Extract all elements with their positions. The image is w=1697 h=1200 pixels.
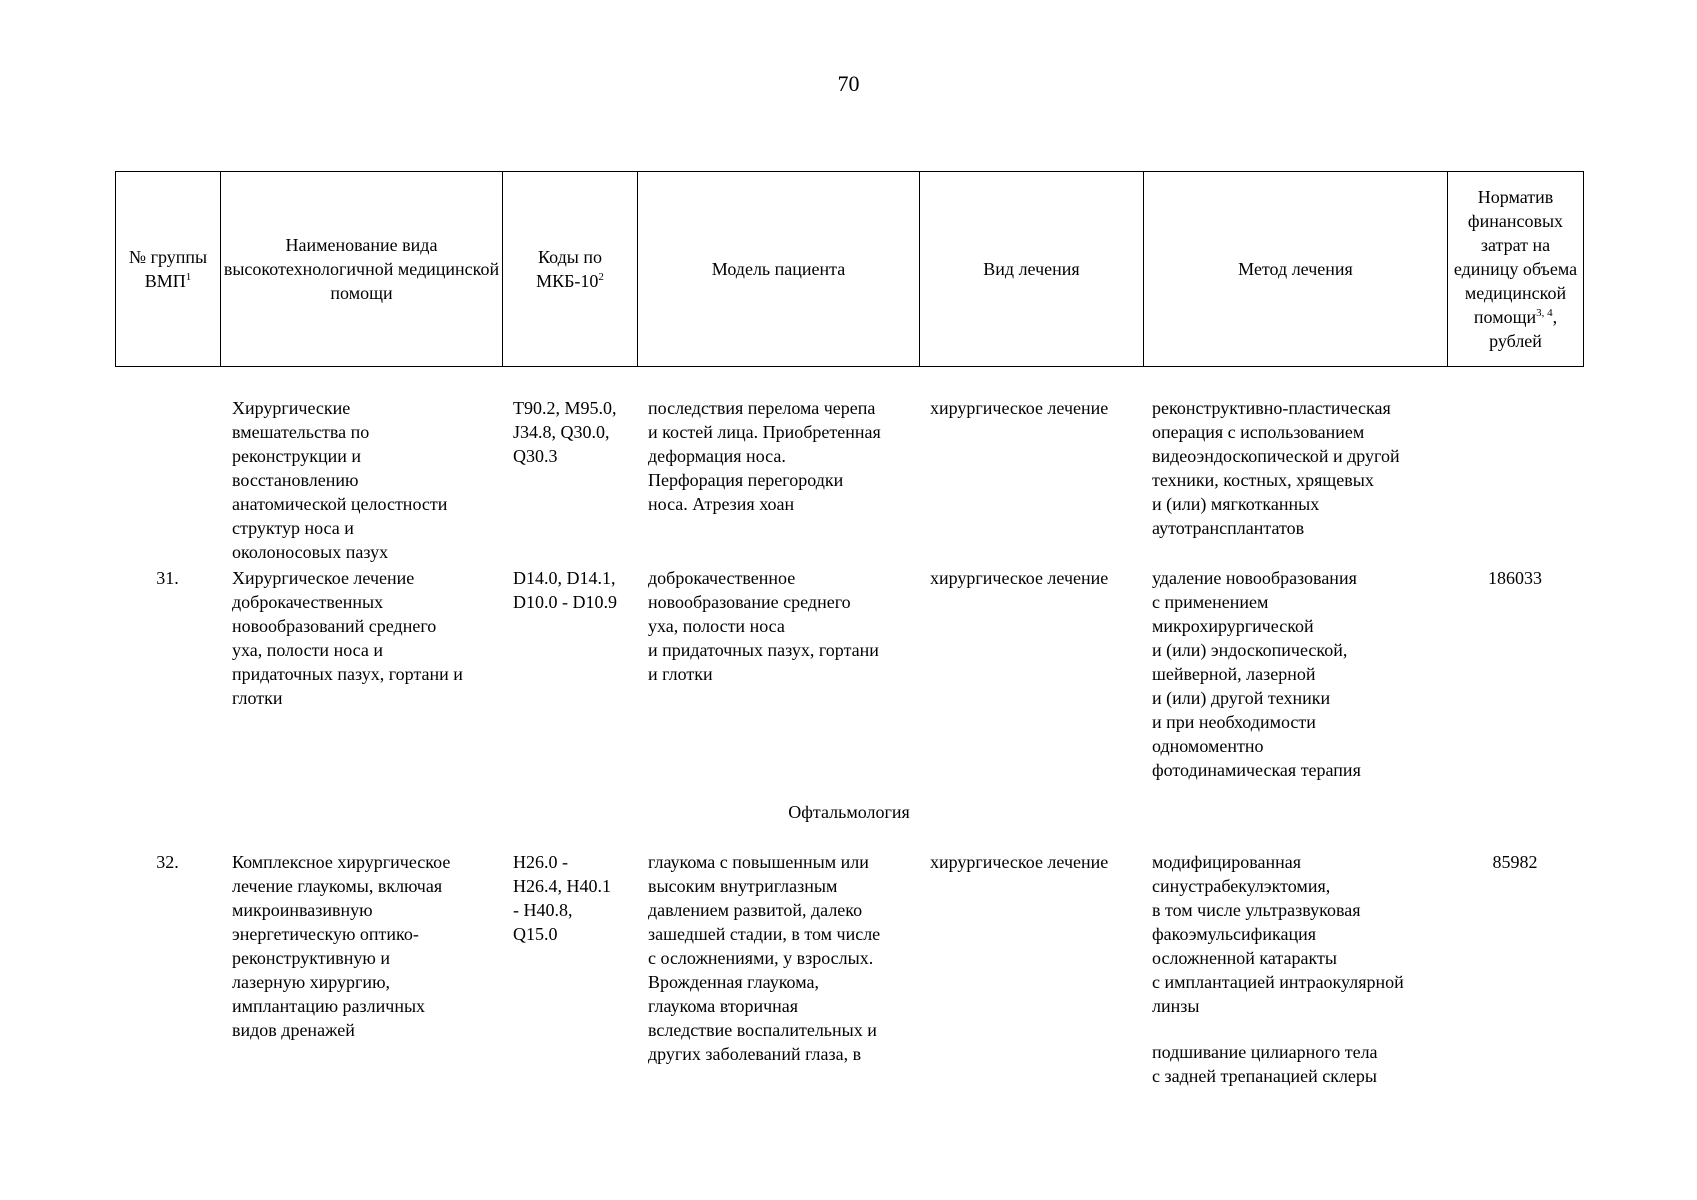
header-cost-standard: Норматив финансовых затрат на единицу объема медицинской помощи$^{3, 4}$, рублей bbox=[1448, 172, 1584, 367]
row32-group-number: 32. bbox=[156, 852, 179, 872]
row31-cost: 186033 bbox=[1488, 568, 1542, 588]
header-treatment-method: Метод лечения bbox=[1144, 172, 1448, 367]
row1-name: Хирургические вмешательства по реконструкции и восстановлению анатомической целостности структур носа и околоносовых пазух bbox=[232, 398, 448, 562]
row31-model: доброкачественное новообразование среднего уха, полости носа и придаточных пазух, гортани и глотки bbox=[648, 568, 879, 684]
header-patient-model: Модель пациента bbox=[638, 172, 920, 367]
row1-codes: T90.2, M95.0, J34.8, Q30.0, Q30.3 bbox=[513, 398, 617, 466]
table-header bbox=[115, 171, 1584, 367]
section-title: Офтальмология bbox=[788, 802, 910, 822]
row1-method: реконструктивно-пластическая операция с использованием видеоэндоскопической и другой техники, костных, хрящевых и (или) мягкотканных аутотрансплантатов bbox=[1152, 398, 1400, 538]
row31-treatment: хирургическое лечение bbox=[930, 568, 1109, 588]
row32-codes: H26.0 - H26.4, H40.1 - H40.8, Q15.0 bbox=[513, 852, 611, 944]
row1-treatment: хирургическое лечение bbox=[930, 398, 1109, 418]
row32-method-2: подшивание цилиарного тела с задней трепанацией склеры bbox=[1152, 1042, 1378, 1086]
header-treatment-type: Вид лечения bbox=[920, 172, 1144, 367]
row32-cost: 85982 bbox=[1492, 852, 1538, 872]
row32-name: Комплексное хирургическое лечение глаукомы, включая микроинвазивную энергетическую оптико- реконструктивную и лазерную хирургию, имплантацию различных видов дренажей bbox=[232, 852, 451, 1040]
header-vmp-name: Наименование вида высокотехнологичной медицинской помощи bbox=[221, 172, 503, 367]
row32-model: глаукома с повышенным или высоким внутриглазным давлением развитой, далеко зашедшей стадии, в том числе с осложнениями, у взрослых. Врожденная глаукома, глаукома вторичная вследствие воспалительных и других заболеваний глаза, в bbox=[648, 852, 881, 1064]
page-number: 70 bbox=[837, 71, 860, 96]
row1-model: последствия перелома черепа и костей лица. Приобретенная деформация носа. Перфорация перегородки носа. Атрезия хоан bbox=[648, 398, 881, 514]
header-icd-codes: Коды по МКБ-$10^2$ bbox=[503, 172, 638, 367]
row32-treatment: хирургическое лечение bbox=[930, 852, 1109, 872]
row31-codes: D14.0, D14.1, D10.0 - D10.9 bbox=[513, 568, 617, 612]
header-group-number: № группы ВМП$^1$ bbox=[116, 172, 221, 367]
row31-method: удаление новообразования с применением микрохирургической и (или) эндоскопической, шейверной, лазерной и (или) другой техники и при необходимости одномоментно фотодинамическая терапия bbox=[1152, 568, 1361, 780]
row32-method-1: модифицированная синустрабекулэктомия, в том числе ультразвуковая факоэмульсификация осложненной катаракты с имплантацией интраокулярной линзы bbox=[1152, 852, 1404, 1016]
row31-group-number: 31. bbox=[156, 568, 179, 588]
row31-name: Хирургическое лечение доброкачественных новообразований среднего уха, полости носа и придаточных пазух, гортани и глотки bbox=[232, 568, 463, 708]
